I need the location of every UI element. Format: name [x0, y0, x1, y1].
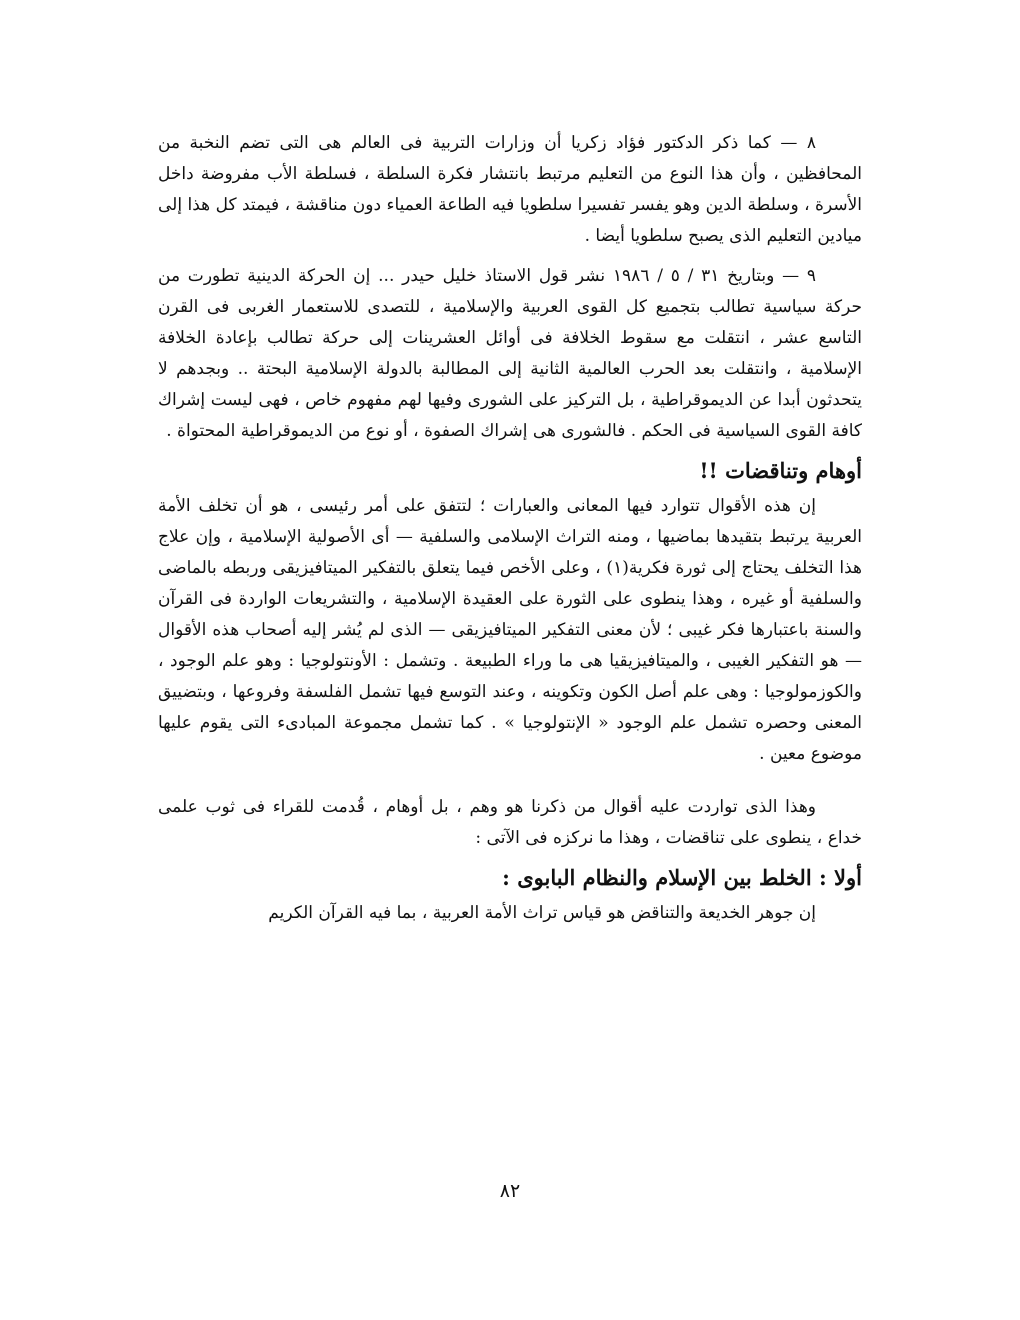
- paragraph-item-9: ٩ — وبتاريخ ٣١ / ٥ / ١٩٨٦ نشر قول الاستاذ خليل حيدر ... إن الحركة الدينية تطورت من حركة سياسية تطالب بتجميع كل القوى العربية والإسلامية ، للتصدى للاستعمار الغربى فى القرن التاسع عشر ، انتقلت مع سقوط الخلافة فى أوائل العشرينات إلى حركة تطالب بإعادة الخلافة الإسلامية ، وانتقلت بعد الحرب العالمية الثانية إلى المطالبة بالدولة الإسلامية البحتة .. وبجدهم لا يتحدثون أبدا عن الديموقراطية ، بل التركيز على الشورى وفيها لهم مفهوم خاص ، فهى ليست إشراك كافة القوى السياسية فى الحكم . فالشورى هى إشراك الصفوة ، أو نوع من الديموقراطية المحتواة .: [158, 266, 862, 441]
- page-number: ٨٢: [499, 1180, 521, 1202]
- document-page: [158, 128, 862, 929]
- paragraph-item-8: ٨ — كما ذكر الدكتور فؤاد زكريا أن وزارات التربية فى العالم هى التى تضم النخبة من المحافظين ، وأن هذا النوع من التعليم مرتبط بانتشار فكرة السلطة ، فسلطة الأب مفروضة داخل الأسرة ، وسلطة الدين وهو يفسر تفسيرا سلطويا فيه الطاعة العمياء دون مناقشة ، فيمتد كل هذا إلى ميادين التعليم الذى يصبح سلطويا أيضا .: [158, 133, 862, 246]
- section-heading-illusions: أوهام وتناقضات !!: [699, 458, 862, 483]
- paragraph-illusions: إن هذه الأقوال تتوارد فيها المعانى والعبارات ؛ لتتفق على أمر رئيسى ، هو أن تخلف الأمة العربية يرتبط بتقيدها بماضيها ، ومنه التراث الإسلامى والسلفية — أى الأصولية الإسلامية ، وإن علاج هذا التخلف يحتاج إلى ثورة فكرية(١) ، وعلى الأخص فيما يتعلق بالتفكير الميتافيزيقى وربطه بالماضى والسلفية أو غيره ، وهذا ينطوى على الثورة على العقيدة الإسلامية ، والتشريعات الواردة فى القرآن والسنة باعتبارها فكر غيبى ؛ لأن معنى التفكير الميتافيزيقى — الذى لم يُشر إليه أصحاب هذه الأقوال — هو التفكير الغيبى ، والميتافيزيقيا هى ما وراء الطبيعة . وتشمل : الأونتولوجيا : وهو علم الوجود ، والكوزمولوجيا : وهى علم أصل الكون وتكوينه ، وعند التوسع فيها تشمل الفلسفة وفروعها ، وبتضييق المعنى وحصره تشمل علم الوجود « الإنتولوجيا » . كما تشمل مجموعة المبادىء التى يقوم عليها موضوع معين .: [158, 496, 863, 764]
- paragraph-first: إن جوهر الخديعة والتناقض هو قياس تراث الأمة العربية ، بما فيه القرآن الكريم: [268, 903, 816, 923]
- section-heading-first: أولا : الخلط بين الإسلام والنظام البابوى :: [502, 865, 862, 890]
- paragraph-contradictions: وهذا الذى تواردت عليه أقوال من ذكرنا هو وهم ، بل أوهام ، قُدمت للقراء فى ثوب علمى خداع ، ينطوى على تناقضات ، وهذا ما نركزه فى الآتى :: [158, 797, 862, 848]
